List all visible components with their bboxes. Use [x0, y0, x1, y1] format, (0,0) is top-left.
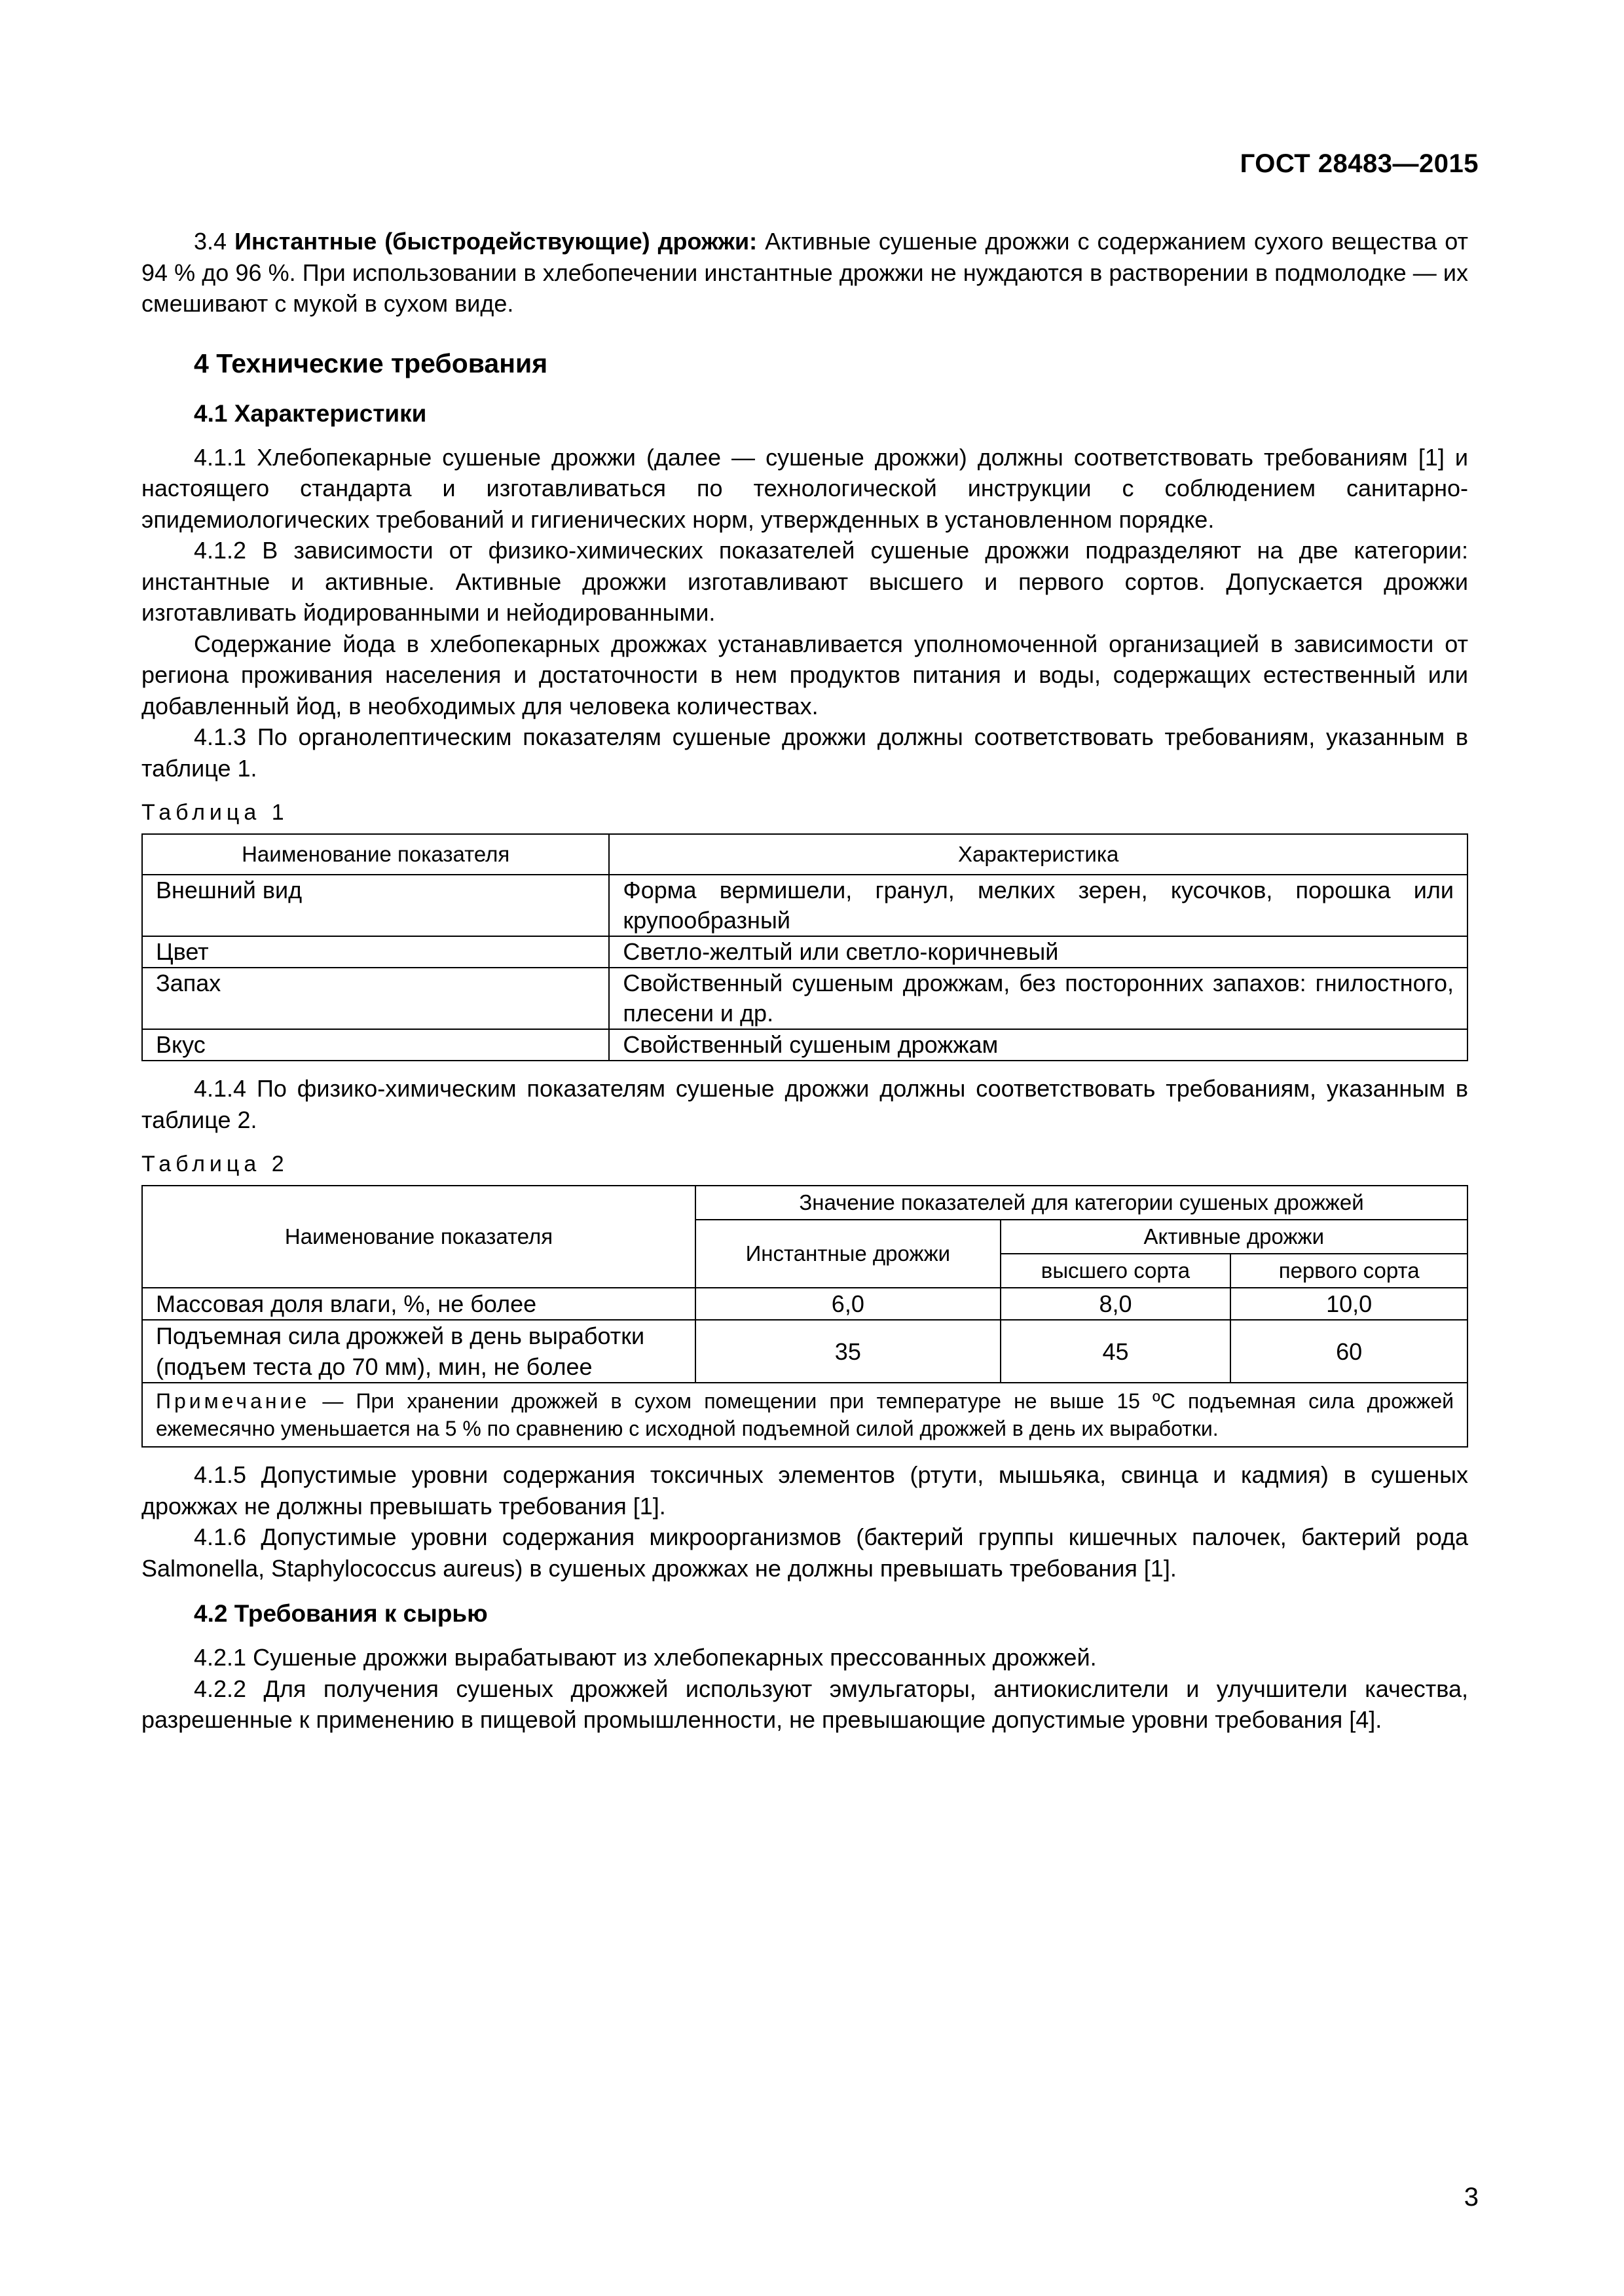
- table-1: [141, 833, 1468, 1061]
- section-4-2-heading: 4.2 Требования к сырью: [194, 1600, 488, 1627]
- indicator-name: Вкус: [142, 1029, 609, 1061]
- page-number: 3: [1464, 2183, 1479, 2212]
- top-grade-value: 8,0: [1001, 1288, 1231, 1320]
- table-header-cell: Наименование показателя: [142, 1186, 695, 1288]
- table-note: [142, 1383, 1467, 1447]
- term-definition: Активные сушеные дрожжи с содержанием сухого вещества от 94 % до 96 %. При использовании в хлебопечении инстантные дрожжи не нуждаются в растворении в подмолодке — их смешивают с мукой в сухом виде.: [141, 228, 1469, 317]
- top-grade-value: 45: [1001, 1320, 1231, 1383]
- table-header-cell: высшего сорта: [1001, 1254, 1231, 1288]
- indicator-name: Массовая доля влаги, %, не более: [142, 1288, 695, 1320]
- paragraph-4-1-3: 4.1.3 По органолептическим показателям сушеные дрожжи должны соответствовать требованиям, указанным в таблице 1.: [141, 723, 1468, 782]
- table-header-cell: Инстантные дрожжи: [695, 1220, 1001, 1288]
- paragraph-4-1-2: 4.1.2 В зависимости от физико-химических показателей сушеные дрожжи подразделяют на две категории: инстантные и активные. Активные дрожжи изготавливают высшего и первого сортов. Допускается дрожжи изготавливать йодированными и нейодированными.: [141, 537, 1468, 626]
- table-row: [142, 875, 1467, 936]
- paragraph-4-1-2-iodine: Содержание йода в хлебопекарных дрожжах устанавливается уполномоченной организацией в зависимости от региона проживания населения и достаточности в нем продуктов питания и воды, содержащих естественный или добавленный йод, в необходимых для человека количествах.: [141, 630, 1468, 720]
- document-header: ГОСТ 28483—2015: [1240, 149, 1479, 178]
- term-title: Инстантные (быстродействующие) дрожжи:: [234, 228, 758, 255]
- indicator-name: Цвет: [142, 936, 609, 968]
- table-1-caption: Таблица 1: [141, 800, 289, 825]
- table-header-cell: первого сорта: [1230, 1254, 1467, 1288]
- paragraph-4-1-4: 4.1.4 По физико-химическим показателям сушеные дрожжи должны соответствовать требованиям, указанным в таблице 2.: [141, 1075, 1468, 1133]
- document-body: [141, 226, 1468, 1736]
- table-row: [142, 1288, 1467, 1320]
- table-header-cell: Наименование показателя: [142, 834, 609, 875]
- indicator-name: Подъемная сила дрожжей в день выработки (подъем теста до 70 мм), мин, не более: [142, 1320, 695, 1383]
- indicator-value: Свойственный сушеным дрожжам: [609, 1029, 1467, 1061]
- table-row: [142, 1320, 1467, 1383]
- instant-value: 35: [695, 1320, 1001, 1383]
- paragraph-4-1-1: 4.1.1 Хлебопекарные сушеные дрожжи (далее — сушеные дрожжи) должны соответствовать требованиям [1] и настоящего стандарта и изготавливаться по технологической инструкции с соблюдением санитарно-эпидемиологических требований и гигиенических норм, утвержденных в установленном порядке.: [141, 443, 1468, 533]
- table-header-row: [142, 834, 1467, 875]
- table-note-row: [142, 1383, 1467, 1447]
- paragraph-4-1-5: 4.1.5 Допустимые уровни содержания токсичных элементов (ртути, мышьяка, свинца и кадмия) в сушеных дрожжах не должны превышать требования [1].: [141, 1461, 1468, 1520]
- table-header-cell: Активные дрожжи: [1001, 1220, 1467, 1254]
- table-2: [141, 1185, 1468, 1448]
- first-grade-value: 10,0: [1230, 1288, 1467, 1320]
- term-number: 3.4: [194, 228, 235, 255]
- indicator-value: Форма вермишели, гранул, мелких зерен, кусочков, порошка или крупообразный: [609, 875, 1467, 936]
- table-header-row: [142, 1186, 1467, 1220]
- paragraph-3-4: [141, 226, 1468, 319]
- paragraph-4-1-6: 4.1.6 Допустимые уровни содержания микроорганизмов (бактерий группы кишечных палочек, бактерий рода Salmonella, Staphylococcus aureus) в сушеных дрожжах не должны превышать требования [1].: [141, 1523, 1468, 1582]
- indicator-value: Светло-желтый или светло-коричневый: [609, 936, 1467, 968]
- paragraph-4-2-1: 4.2.1 Сушеные дрожжи вырабатывают из хлебопекарных прессованных дрожжей.: [194, 1644, 1097, 1671]
- table-row: [142, 936, 1467, 968]
- table-header-cell: Значение показателей для категории сушеных дрожжей: [695, 1186, 1467, 1220]
- table-row: [142, 1029, 1467, 1061]
- table-2-caption: Таблица 2: [141, 1152, 289, 1176]
- instant-value: 6,0: [695, 1288, 1001, 1320]
- indicator-name: Внешний вид: [142, 875, 609, 936]
- section-4-1-heading: 4.1 Характеристики: [194, 399, 427, 427]
- paragraph-4-2-2: 4.2.2 Для получения сушеных дрожжей используют эмульгаторы, антиокислители и улучшители качества, разрешенные к применению в пищевой промышленности, не превышающие допустимые уровни требования [4].: [141, 1675, 1468, 1733]
- note-label: Примечание: [156, 1389, 310, 1413]
- first-grade-value: 60: [1230, 1320, 1467, 1383]
- indicator-name: Запах: [142, 968, 609, 1029]
- table-header-cell: Характеристика: [609, 834, 1467, 875]
- table-row: [142, 968, 1467, 1029]
- indicator-value: Свойственный сушеным дрожжам, без посторонних запахов: гнилостного, плесени и др.: [609, 968, 1467, 1029]
- note-text: — При хранении дрожжей в сухом помещении при температуре не выше 15 ºС подъемная сила дрожжей ежемесячно уменьшается на 5 % по сравнению с исходной подъемной силой дрожжей в день их выработки.: [156, 1389, 1454, 1440]
- section-4-heading: 4 Технические требования: [194, 348, 548, 378]
